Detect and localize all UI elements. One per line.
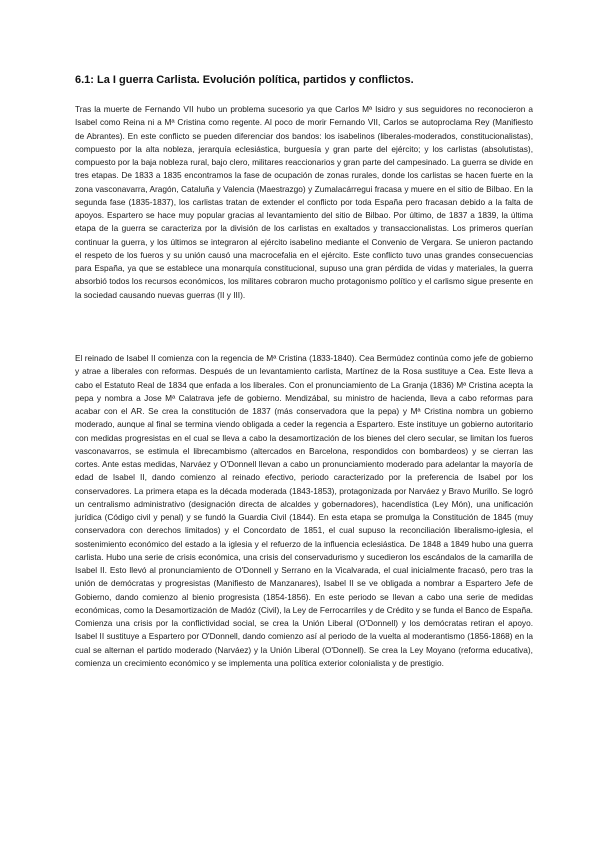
- document-title: 6.1: La I guerra Carlista. Evolución política, partidos y conflictos.: [75, 74, 414, 86]
- paragraph-reign-isabel-ii: El reinado de Isabel II comienza con la regencia de Mª Cristina (1833-1840). Cea Bermúdez continúa como jefe de gobierno y atrae a liberales con reformas. Después de un levantamiento carlista, Martínez de la Rosa sustituye a Cea. Este lleva a cabo el Estatuto Real de 1834 que enfada a los liberales. Con el pronunciamiento de La Granja (1836) Mª Cristina acepta la pepa y nombra a Jose Mª Calatrava jefe de gobierno. Mendizábal, su ministro de hacienda, lleva a cabo reformas para acabar con el AR. Se crea la constitución de 1837 (más conservadora que la pepa) y Mª Cristina nombra un gobierno moderado, aunque al final se termina viendo obligada a ceder la regencia a Espartero. Este instituye un gobierno autoritario con medidas progresistas en el cual se lleva a cabo la desamortización de los bienes del clero secular, se limitan los fueros vasconavarros, se estimula el librecambismo (altercados en Barcelona, respondidos con bombardeos) y se cierran las cortes. Ante estas medidas, Narváez y O'Donnell llevan a cabo un pronunciamiento moderado para adelantar la mayoría de edad de Isabel II, dando comienzo al reinado efectivo, periodo caracterizado por la preferencia de Isabel por los conservadores. La primera etapa es la década moderada (1843-1853), protagonizada por Narváez y Bravo Murillo. Se logró un centralismo administrativo (designación directa de alcaldes y gobernadores), hacendística (Ley Món), una unificación jurídica (Código civil y penal) y se fundó la Guardia Civil (1844). En esta etapa se promulga la Constitución de 1845 (muy conservadora con derechos limitados) y el Concordato de 1851, el cual supuso la reconciliación liberalismo-iglesia, el sostenimiento económico del estado a la iglesia y el refuerzo de la influencia eclesiástica. De 1848 a 1849 hubo una guerra carlista. Hubo una serie de crisis económica, una crisis del conservadurismo y sucedieron los escándalos de la camarilla de Isabel II. Esto llevó al pronunciamiento de O'Donnell y Serrano en la Vicalvarada, el cual inicialmente fracasó, pero tras la unión de demócratas y progresistas (Manifiesto de Manzanares), Isabel II se ve obligada a nombrar a Espartero Jefe de Gobierno, dando comienzo al bienio progresista (1854-1856). En este periodo se llevan a cabo una serie de medidas económicas, como la Desamortización de Madóz (Civil), la Ley de Ferrocarriles y de Crédito y se funda el Banco de España. Comienza una crisis por la conflictividad social, se crea la Unión Liberal (O'Donnell) y los demócratas retiran el apoyo. Isabel II sustituye a Espartero por O'Donnell, dando comienzo así al periodo de la vuelta al moderantismo (1856-1868) en la cual se alternan el partido moderado (Narváez) y la Unión Liberal (O'Donnell). Se crea la Ley Moyano (reforma educativa), comienza un crecimiento económico y se implementa una política exterior colonialista y de prestigio.: [75, 353, 533, 668]
- paragraph-first-carlist-war: Tras la muerte de Fernando VII hubo un problema sucesorio ya que Carlos Mª Isidro y sus seguidores no reconocieron a Isabel como Reina ni a Mª Cristina como regente. Al poco de morir Fernando VII, Carlos se autoproclama Rey (Manifiesto de Abrantes). En este conflicto se pueden diferenciar dos bandos: los isabelinos (liberales-moderados, constitucionalistas), compuesto por la alta nobleza, jerarquía eclesiástica, burguesía y gran parte del ejército; y los carlistas (absolutistas), compuesto por la baja nobleza rural, bajo clero, militares reaccionarios y gran parte del campesinado. La guerra se divide en tres etapas. De 1833 a 1835 encontramos la fase de ocupación de zonas rurales, donde los carlistas se hacen fuerte en la zona vasconavarra, Aragón, Cataluña y Valencia (Maestrazgo) y Zumalacárregui fracasa y muere en el sitio de Bilbao. En la segunda fase (1835-1837), los carlistas tratan de extender el conflicto por toda España pero fracasan debido a la falta de apoyos. Espartero se hace muy popular gracias al levantamiento del sitio de Bilbao. Por último, de 1837 a 1839, la última etapa de la guerra se caracteriza por la división de los carlistas en exaltados y transaccionalistas. Los primeros querían continuar la guerra, y los últimos se integraron al ejército isabelino mediante el Convenio de Vergara. Se unieron pactando el respeto de los fueros y su unión causó una macrocefalia en el ejército. Este conflicto tuvo unas grandes consecuencias para España, ya que se establece una monarquía constitucional, supuso una gran pérdida de vidas y materiales, la guerra absorbió todos los recursos económicos, los militares cobraron mucho protagonismo político y el carlismo sigue presente en la sociedad causando nuevas guerras (II y III).: [75, 104, 533, 300]
